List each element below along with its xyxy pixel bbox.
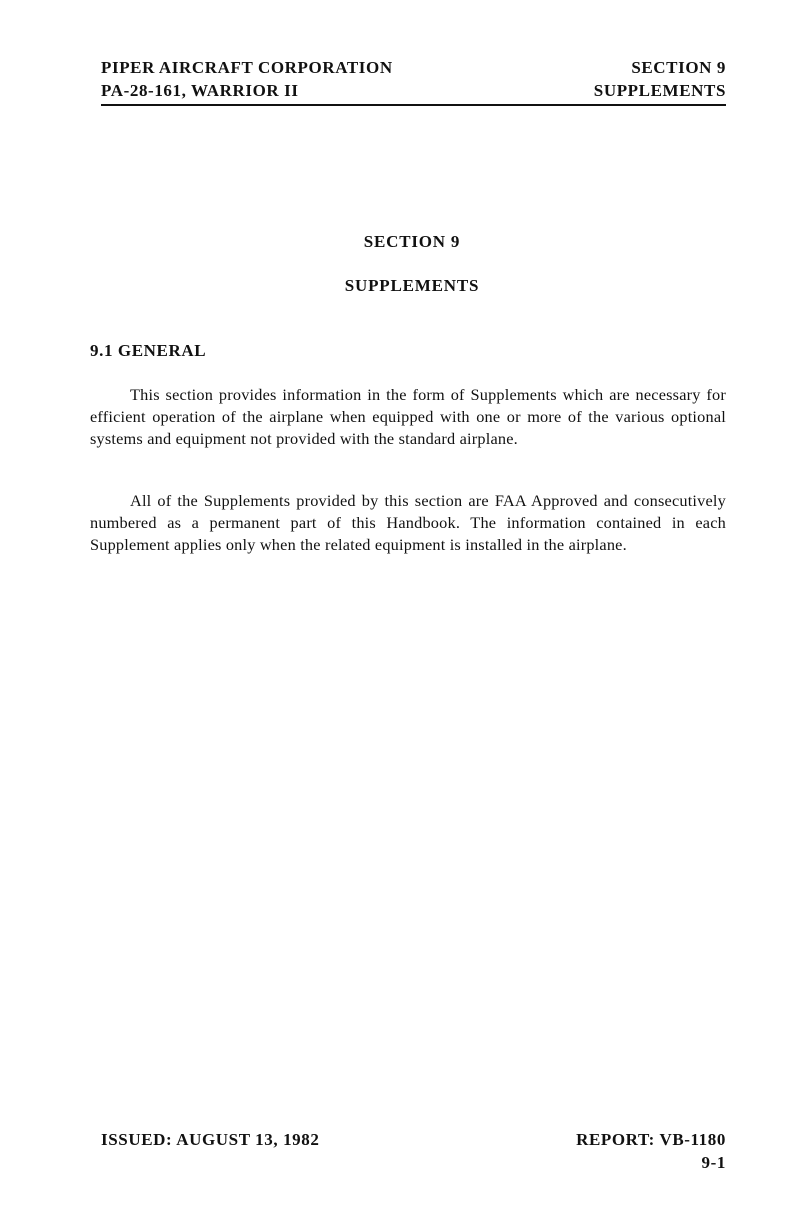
footer-issued: ISSUED: AUGUST 13, 1982 xyxy=(101,1130,320,1149)
header-divider xyxy=(101,104,726,106)
header-section: SECTION 9 xyxy=(631,58,726,77)
section-title: SECTION 9 xyxy=(363,232,461,251)
header-section-name: SUPPLEMENTS xyxy=(593,81,726,100)
page-number: 9-1 xyxy=(701,1153,726,1172)
general-paragraph-2: All of the Supplements provided by this section are FAA Approved and consecutively numbered as a permanent part of this Handbook. The information contained in each Supplement applies only when the related equipment is installed in the airplane. xyxy=(90,491,726,554)
general-paragraph-1: This section provides information in the form of Supplements which are necessary for efficient operation of the airplane when equipped with one or more of the various optional systems and equipment not provided with the standard airplane. xyxy=(90,385,726,448)
header-company: PIPER AIRCRAFT CORPORATION xyxy=(101,58,393,77)
section-subtitle: SUPPLEMENTS xyxy=(344,276,480,295)
footer-report: REPORT: VB-1180 xyxy=(576,1130,726,1149)
header-right xyxy=(594,56,726,102)
footer-right xyxy=(576,1128,726,1174)
header-model: PA-28-161, WARRIOR II xyxy=(101,81,299,100)
header-left xyxy=(101,56,393,102)
general-heading: 9.1 GENERAL xyxy=(90,341,207,360)
